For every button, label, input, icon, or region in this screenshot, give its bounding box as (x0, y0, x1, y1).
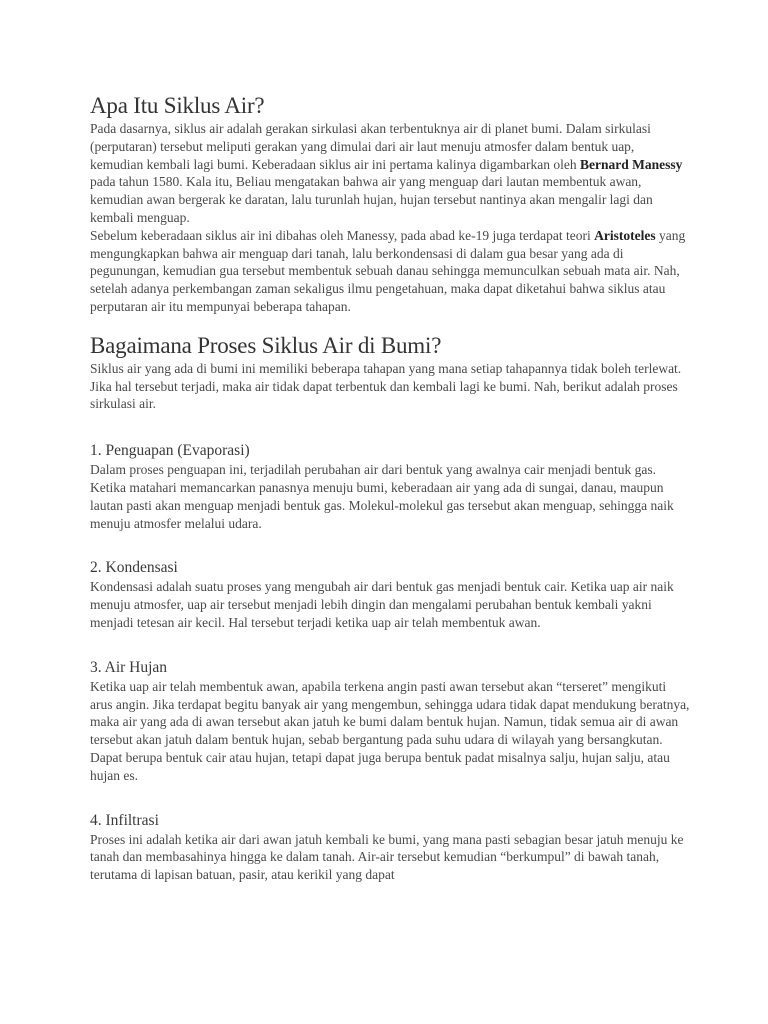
paragraph-definition (90, 120, 690, 227)
paragraph-step-kondensasi: Kondensasi adalah suatu proses yang mengubah air dari bentuk gas menjadi bentuk cair. Ketika uap air naik menuju atmosfer, uap air tersebut menjadi lebih dingin dan mengalami perubahan bentuk kembali yakni menjadi tetesan air kecil. Hal tersebut terjadi ketika uap air telah membentuk awan. (90, 579, 674, 630)
heading-step-kondensasi: 2. Kondensasi (90, 559, 178, 577)
paragraph-aristoteles (90, 227, 690, 316)
paragraph-intro-proses: Siklus air yang ada di bumi ini memiliki beberapa tahapan yang mana setiap tahapannya tidak boleh terlewat. Jika hal tersebut terjadi, maka air tidak dapat terbentuk dan kembali lagi ke bumi. Nah, berikut adalah proses sirkulasi air. (90, 360, 682, 412)
paragraph-step-infiltrasi: Proses ini adalah ketika air dari awan jatuh kembali ke bumi, yang mana pasti sebagian besar jatuh menuju ke tanah dan membasahinya hingga ke dalam tanah. Air-air tersebut kemudian “berkumpul” di bawah tanah, terutama di lapisan batuan, pasir, atau kerikil yang dapat (90, 831, 684, 883)
paragraph-definition-part-2: pada tahun 1580. Kala itu, Beliau mengatakan bahwa air yang menguap dari lautan membentuk awan, kemudian awan bergerak ke daratan, lalu turunlah hujan, hujan tersebut nantinya akan mengalir lagi dan kembali menguap. (90, 174, 653, 225)
paragraph-aristoteles-part-1: Sebelum keberadaan siklus air ini dibahas oleh Manessy, pada abad ke-19 juga terdapat teori (90, 227, 595, 243)
heading-step-air-hujan: 3. Air Hujan (90, 658, 168, 676)
heading-step-infiltrasi: 4. Infiltrasi (90, 811, 159, 829)
bold-aristoteles: Aristoteles (594, 227, 656, 243)
paragraph-step-air-hujan: Ketika uap air telah membentuk awan, apabila terkena angin pasti awan tersebut akan “terseret” mengikuti arus angin. Jika terdapat begitu banyak air yang mengembun, sehingga udara tidak dapat mendukung beratnya, maka air yang ada di awan tersebut akan jatuh ke bumi dalam bentuk hujan. Namun, tidak semua air di awan tersebut akan jatuh dalam bentuk hujan, sebab bergantung pada suhu udara di wilayah yang bersangkutan. Dapat berupa bentuk cair atau hujan, tetapi dapat juga berupa bentuk padat misalnya salju, hujan salju, atau hujan es. (90, 678, 690, 783)
heading-proses-siklus-air: Bagaimana Proses Siklus Air di Bumi? (90, 332, 442, 358)
paragraph-aristoteles-part-2: yang mengungkapkan bahwa air menguap dari tanah, lalu berkondensasi di dalam gua besar yang ada di pegunungan, kemudian gua tersebut membentuk sebuah danau sehingga memunculkan sebuah mata air. Nah, setelah adanya perkembangan zaman sekaligus ilmu pengetahuan, maka dapat diketahui bahwa siklus atau perputaran air itu mempunyai beberapa tahapan. (90, 227, 686, 314)
heading-apa-itu-siklus-air: Apa Itu Siklus Air? (90, 93, 265, 118)
bold-bernard-manessy: Bernard Manessy (579, 156, 683, 172)
document-content (90, 92, 690, 884)
paragraph-definition-part-1: Pada dasarnya, siklus air adalah gerakan sirkulasi akan terbentuknya air di planet bumi. Dalam sirkulasi (perputaran) tersebut meliputi gerakan yang dimulai dari air laut menuju atmosfer dalam bentuk uap, kemudian kembali lagi bumi. Keberadaan siklus air ini pertama kalinya digambarkan oleh (90, 121, 651, 172)
heading-step-penguapan: 1. Penguapan (Evaporasi) (90, 442, 250, 460)
paragraph-step-penguapan: Dalam proses penguapan ini, terjadilah perubahan air dari bentuk yang awalnya cair menjadi bentuk gas. Ketika matahari memancarkan panasnya menuju bumi, keberadaan air yang ada di sungai, danau, maupun lautan pasti akan menguap menjadi bentuk gas. Molekul-molekul gas tersebut akan menguap, sehingga naik menuju atmosfer melalui udara. (90, 462, 674, 531)
